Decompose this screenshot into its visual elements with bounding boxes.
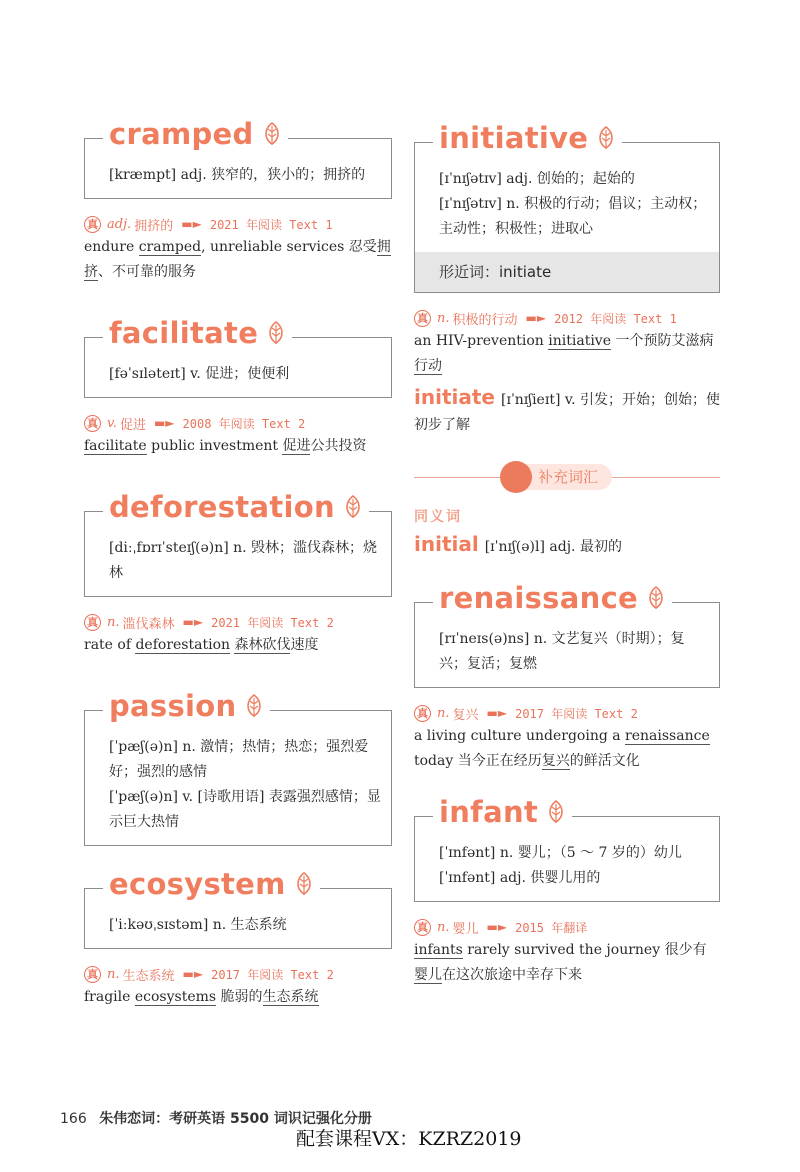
exam-source — [414, 307, 720, 329]
headword: cramped — [109, 117, 254, 151]
definition: [ˈɪnfənt] n. 婴儿；（5 ～ 7 岁的）幼儿 — [439, 845, 682, 861]
example-sentence — [84, 434, 392, 459]
headword-line — [433, 121, 622, 155]
exam-source — [84, 412, 392, 434]
book-title: 朱伟恋词：考研英语 5500 词识记强化分册 — [99, 1111, 372, 1127]
leaf-icon — [343, 495, 363, 519]
definition: [diːˌfɒrɪˈsteɪʃ(ə)n] n. 毁林；滥伐森林；烧林 — [109, 540, 378, 581]
exam-source — [84, 213, 392, 235]
synonym-entry — [414, 532, 720, 560]
headword-line — [103, 316, 292, 350]
example-meaning: 婴儿 — [452, 921, 479, 937]
right-column — [414, 121, 721, 988]
headword-line — [103, 689, 270, 723]
example-text: fragile — [84, 989, 135, 1005]
exam-year: 2021 年阅读 Text 1 — [209, 217, 333, 232]
headword: initiative — [439, 121, 589, 155]
definition: [kræmpt] adj. 狭窄的，狭小的；拥挤的 — [109, 167, 366, 183]
synonym-definition: [ɪˈnɪʃ(ə)l] adj. 最初的 — [484, 539, 622, 555]
leaf-icon — [294, 872, 314, 896]
exam-year: 2012 年阅读 Text 1 — [554, 311, 677, 326]
example-sentence — [414, 724, 720, 774]
definition: [ˈɪnfənt] adj. 供婴儿用的 — [439, 870, 601, 886]
example-text: , unreliable services 忍受 — [201, 239, 377, 255]
definition: [rɪˈneɪs(ə)ns] n. 文艺复兴（时期）；复兴；复活；复燃 — [439, 631, 685, 672]
derived-definition: [ɪˈnɪʃieɪt] v. 引发；开始；创始；使初步了解 — [414, 392, 721, 433]
example-sentence — [84, 633, 392, 658]
example-pos: n. — [437, 310, 450, 326]
headword: infant — [439, 795, 539, 829]
example-sentence — [414, 329, 720, 379]
leaf-icon — [266, 321, 286, 345]
entry-cramped — [84, 117, 392, 199]
example-pos: n. — [437, 919, 450, 935]
zhen-icon: 真 — [84, 614, 101, 631]
headword: passion — [109, 689, 237, 723]
example-keyword: ecosystems — [134, 989, 217, 1005]
headword: deforestation — [109, 490, 335, 524]
example-translation-keyword: 森林砍伐 — [234, 637, 291, 653]
arrow-icon: ▬► — [182, 615, 204, 629]
exam-source — [84, 963, 392, 985]
example-keyword: cramped — [138, 239, 202, 255]
example-keyword: renaissance — [625, 728, 710, 744]
example-keyword: infants — [414, 942, 463, 958]
example-keyword: facilitate — [84, 438, 147, 454]
example-meaning: 积极的行动 — [452, 312, 518, 328]
headword-line — [433, 795, 572, 829]
example-sentence — [84, 985, 392, 1010]
exam-year: 2008 年阅读 Text 2 — [182, 416, 306, 431]
entry-facilitate — [84, 316, 392, 398]
example-pos: v. — [107, 415, 117, 431]
example-meaning: 复兴 — [452, 707, 479, 723]
example-text: a living culture undergoing a — [414, 728, 626, 744]
exam-year: 2021 年阅读 Text 2 — [211, 615, 334, 630]
example-pos: adj. — [107, 216, 132, 232]
example-meaning: 促进 — [119, 417, 146, 433]
owl-icon — [500, 461, 532, 493]
derived-headword: initiate — [414, 385, 495, 409]
example-text: endure — [84, 239, 139, 255]
arrow-icon: ▬► — [486, 920, 508, 934]
leaf-icon — [546, 800, 566, 824]
exam-year: 2015 年翻译 — [515, 920, 588, 935]
exam-source — [414, 702, 720, 724]
example-text: 公共投资 — [310, 438, 367, 454]
example-text: an HIV-prevention — [414, 333, 549, 349]
arrow-icon: ▬► — [486, 706, 508, 720]
left-column — [84, 117, 392, 1010]
example-sentence — [414, 938, 720, 988]
zhen-icon: 真 — [414, 310, 431, 327]
synonym-headword: initial — [414, 532, 479, 556]
example-translation-keyword: 拥挤 — [84, 239, 391, 280]
example-text: 、不可靠的服务 — [98, 264, 196, 280]
derived-word — [414, 385, 720, 438]
example-text: 速度 — [290, 637, 319, 653]
entry-passion — [84, 689, 392, 846]
exam-year: 2017 年阅读 Text 2 — [211, 967, 334, 982]
example-text: rate of — [84, 637, 136, 653]
similar-word-bar: 形近词：initiate — [415, 252, 719, 292]
example-text: 在这次旅途中幸存下来 — [442, 967, 582, 983]
definition: [ˈiːkəʊˌsɪstəm] n. 生态系统 — [109, 917, 287, 933]
leaf-icon — [646, 586, 666, 610]
leaf-icon — [596, 126, 616, 150]
headword-line — [103, 490, 369, 524]
definition: [ɪˈnɪʃətɪv] n. 积极的行动；倡议；主动权；主动性；积极性；进取心 — [439, 196, 707, 237]
example-keyword: initiative — [548, 333, 611, 349]
headword: facilitate — [109, 316, 259, 350]
supplement-badge — [500, 464, 612, 490]
leaf-icon — [262, 122, 282, 146]
headword-line — [103, 117, 288, 151]
watermark-text: 配套课程VX：KZRZ2019 — [296, 1128, 522, 1150]
supplement-title: 补充词汇 — [538, 468, 599, 486]
example-text: 脆弱的 — [216, 989, 263, 1005]
supplement-divider — [414, 464, 720, 492]
zhen-icon: 真 — [414, 705, 431, 722]
example-translation-keyword: 生态系统 — [262, 989, 319, 1005]
zhen-icon: 真 — [84, 415, 101, 432]
zhen-icon: 真 — [84, 216, 101, 233]
synonym-label: 同义词 — [414, 509, 462, 525]
arrow-icon: ▬► — [181, 217, 202, 231]
example-text: 的鲜活文化 — [569, 753, 640, 769]
entry-deforestation — [84, 490, 392, 597]
example-translation-keyword: 行动 — [414, 358, 442, 374]
exam-year: 2017 年阅读 Text 2 — [515, 706, 638, 721]
example-sentence — [84, 235, 392, 285]
example-pos: n. — [437, 705, 450, 721]
definition: [ɪˈnɪʃətɪv] adj. 创始的；起始的 — [439, 171, 635, 187]
headword: renaissance — [439, 581, 639, 615]
arrow-icon: ▬► — [525, 311, 547, 325]
exam-source — [414, 916, 720, 938]
example-pos: n. — [107, 614, 120, 630]
entry-ecosystem — [84, 867, 392, 949]
page-number: 166 — [60, 1111, 87, 1127]
definition: [ˈpæʃ(ə)n] v. [诗歌用语] 表露强烈感情；显示巨大热情 — [109, 789, 381, 830]
example-translation-keyword: 复兴 — [541, 753, 570, 769]
example-text: today 当今正在经历 — [414, 753, 542, 769]
zhen-icon: 真 — [84, 966, 101, 983]
entry-initiative — [414, 121, 720, 293]
example-pos: n. — [107, 966, 120, 982]
example-text: public investment — [146, 438, 283, 454]
example-text: rarely survived the journey 很少有 — [462, 942, 707, 958]
entry-infant — [414, 795, 720, 902]
example-meaning: 拥挤的 — [134, 218, 174, 234]
headword-line — [433, 581, 672, 615]
entry-renaissance — [414, 581, 720, 688]
leaf-icon — [244, 694, 264, 718]
definition: [fəˈsɪləteɪt] v. 促进；使便利 — [109, 366, 290, 382]
zhen-icon: 真 — [414, 919, 431, 936]
headword-line — [103, 867, 320, 901]
example-meaning: 生态系统 — [122, 968, 175, 984]
arrow-icon: ▬► — [153, 416, 175, 430]
example-translation-keyword: 促进 — [282, 438, 311, 454]
example-meaning: 滥伐森林 — [122, 616, 175, 632]
arrow-icon: ▬► — [182, 967, 204, 981]
headword: ecosystem — [109, 867, 286, 901]
exam-source — [84, 611, 392, 633]
example-keyword: deforestation — [135, 637, 231, 653]
definition: [ˈpæʃ(ə)n] n. 激情；热情；热恋；强烈爱好；强烈的感情 — [109, 739, 369, 780]
example-translation-keyword: 婴儿 — [414, 967, 442, 983]
example-text: 一个预防艾滋病 — [611, 333, 714, 349]
